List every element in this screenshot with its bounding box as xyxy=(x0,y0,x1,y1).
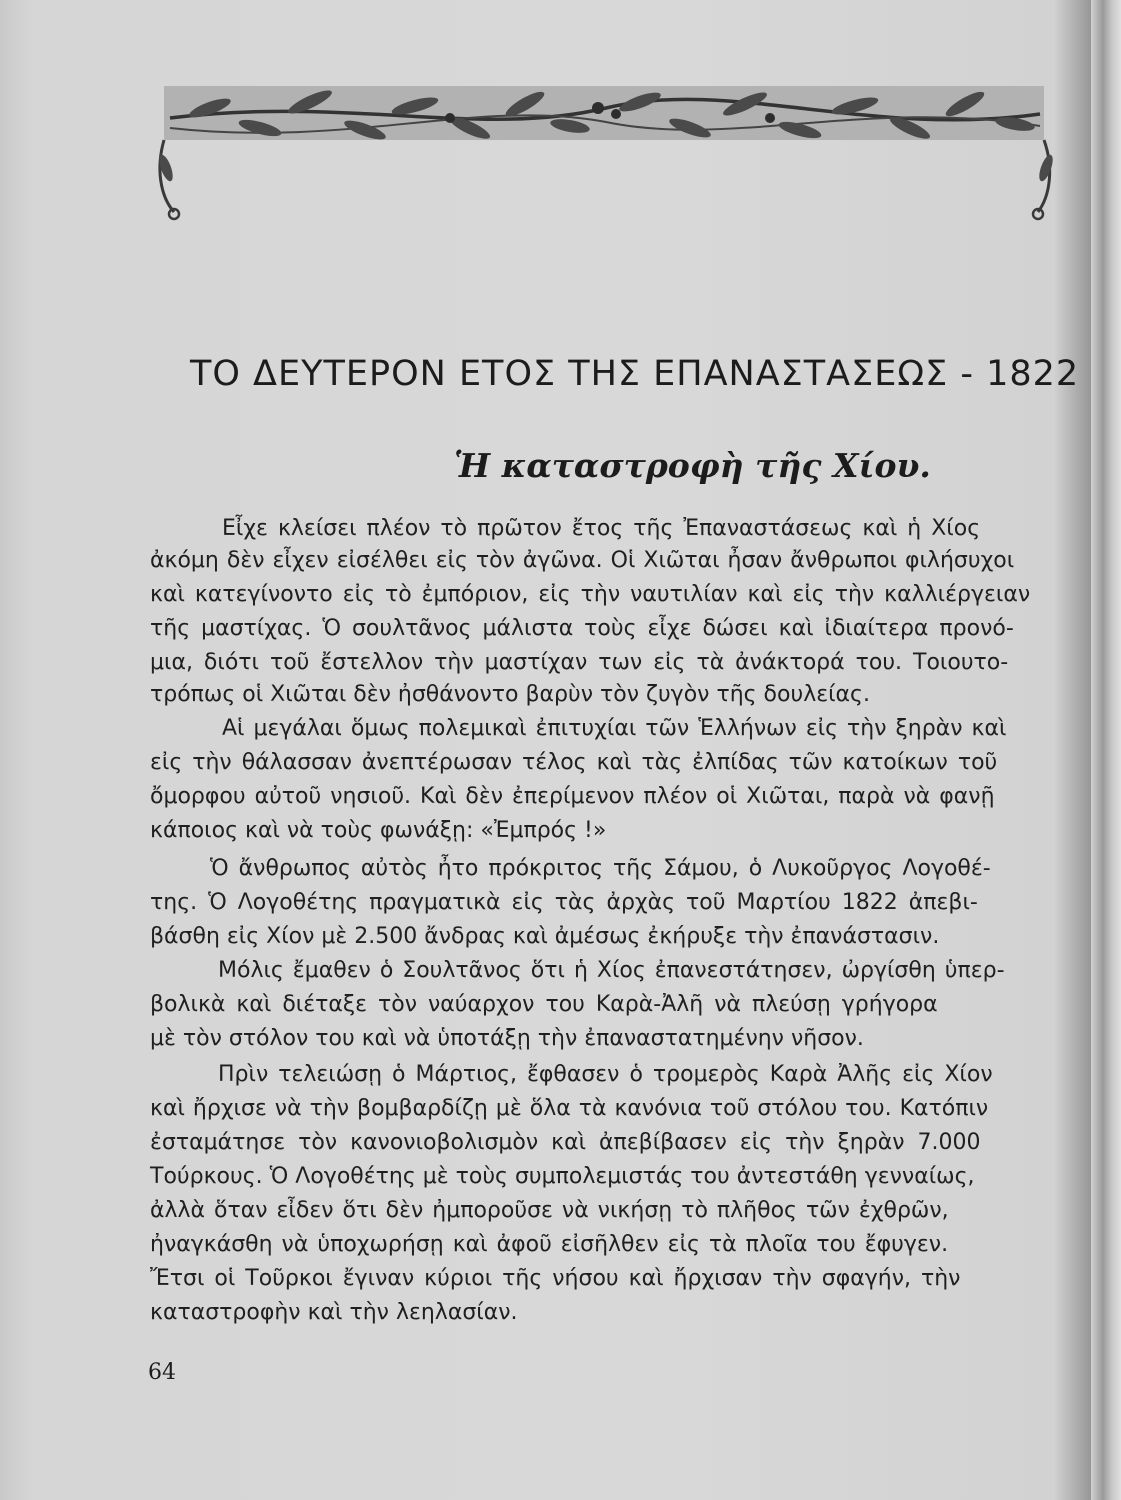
chapter-title: ΤΟ ΔΕΥΤΕΡΟΝ ΕΤΟΣ ΤΗΣ ΕΠΑΝΑΣΤΑΣΕΩΣ - 1822 xyxy=(190,354,1080,394)
text-line: ἀλλὰ ὅταν εἶδεν ὅτι δὲν ἠμποροῦσε νὰ νικήσῃ τὸ πλῆθος τῶν ἐχθρῶν, xyxy=(150,1198,949,1223)
text-line: ἐσταμάτησε τὸν κανονιοβολισμὸν καὶ ἀπεβίβασεν εἰς τὴν ξηρὰν 7.000 xyxy=(150,1130,981,1155)
book-spine-shadow xyxy=(1091,0,1121,1500)
section-subtitle: Ἡ καταστροφὴ τῆς Χίου. xyxy=(454,446,931,485)
text-line: Τούρκους. Ὁ Λογοθέτης μὲ τοὺς συμπολεμιστάς του ἀντεστάθη γενναίως, xyxy=(150,1164,975,1189)
text-line: καὶ κατεγίνοντο εἰς τὸ ἐμπόριον, εἰς τὴν ναυτιλίαν καὶ εἰς τὴν καλλιέργειαν xyxy=(150,582,1031,607)
text-line: ὄμορφου αὐτοῦ νησιοῦ. Καὶ δὲν ἐπερίμενον πλέον οἱ Χιῶται, παρὰ νὰ φανῇ xyxy=(150,784,995,809)
text-line: κάποιος καὶ νὰ τοὺς φωνάξῃ: «Ἐμπρός !» xyxy=(150,818,607,843)
text-line: της. Ὁ Λογοθέτης πραγματικὰ εἰς τὰς ἀρχὰς τοῦ Μαρτίου 1822 ἀπεβι- xyxy=(150,890,978,915)
text-line: Εἶχε κλείσει πλέον τὸ πρῶτον ἔτος τῆς Ἐπαναστάσεως καὶ ἡ Χίος xyxy=(222,516,981,541)
text-line: εἰς τὴν θάλασσαν ἀνεπτέρωσαν τέλος καὶ τὰς ἐλπίδας τῶν κατοίκων τοῦ xyxy=(150,750,998,775)
text-line: Μόλις ἔμαθεν ὁ Σουλτᾶνος ὅτι ἡ Χίος ἐπανεστάτησεν, ὠργίσθη ὑπερ- xyxy=(218,958,1005,983)
text-line: Πρὶν τελειώσῃ ὁ Μάρτιος, ἔφθασεν ὁ τρομερὸς Καρὰ Ἀλῆς εἰς Χίον xyxy=(218,1062,993,1087)
text-line: ἠναγκάσθη νὰ ὑποχωρήσῃ καὶ ἀφοῦ εἰσῆλθεν εἰς τὰ πλοῖα του ἔφυγεν. xyxy=(150,1232,949,1257)
text-line: βάσθη εἰς Χίον μὲ 2.500 ἄνδρας καὶ ἀμέσως ἐκήρυξε τὴν ἐπανάστασιν. xyxy=(150,924,940,949)
text-line: βολικὰ καὶ διέταξε τὸν ναύαρχον του Καρὰ-Ἀλῆ νὰ πλεύσῃ γρήγορα xyxy=(150,992,938,1017)
text-line: μια, διότι τοῦ ἔστελλον τὴν μαστίχαν των εἰς τὰ ἀνάκτορά του. Τοιουτο- xyxy=(150,650,1009,675)
text-line: τῆς μαστίχας. Ὁ σουλτᾶνος μάλιστα τοὺς εἶχε δώσει καὶ ἰδιαίτερα προνό- xyxy=(150,616,1014,641)
text-line: τρόπως οἱ Χιῶται δὲν ἠσθάνοντο βαρὺν τὸν ζυγὸν τῆς δουλείας. xyxy=(150,682,870,707)
olive-branch-ornament xyxy=(150,78,1062,228)
text-line: ἀκόμη δὲν εἶχεν εἰσέλθει εἰς τὸν ἀγῶνα. Οἱ Χιῶται ἦσαν ἄνθρωποι φιλήσυχοι xyxy=(150,548,1015,573)
text-line: καὶ ἤρχισε νὰ τὴν βομβαρδίζῃ μὲ ὅλα τὰ κανόνια τοῦ στόλου του. Κατόπιν xyxy=(150,1096,989,1121)
text-line: Ὁ ἄνθρωπος αὐτὸς ἦτο πρόκριτος τῆς Σάμου, ὁ Λυκοῦργος Λογοθέ- xyxy=(210,856,991,881)
text-line: Αἱ μεγάλαι ὅμως πολεμικαὶ ἐπιτυχίαι τῶν Ἑλλήνων εἰς τὴν ξηρὰν καὶ xyxy=(222,716,1007,741)
page-number: 64 xyxy=(148,1360,176,1385)
text-line: μὲ τὸν στόλον του καὶ νὰ ὑποτάξῃ τὴν ἐπαναστατημένην νῆσον. xyxy=(150,1026,864,1051)
text-line: καταστροφὴν καὶ τὴν λεηλασίαν. xyxy=(150,1300,518,1325)
text-line: Ἔτσι οἱ Τοῦρκοι ἔγιναν κύριοι τῆς νήσου καὶ ἤρχισαν τὴν σφαγήν, τὴν xyxy=(150,1266,961,1291)
